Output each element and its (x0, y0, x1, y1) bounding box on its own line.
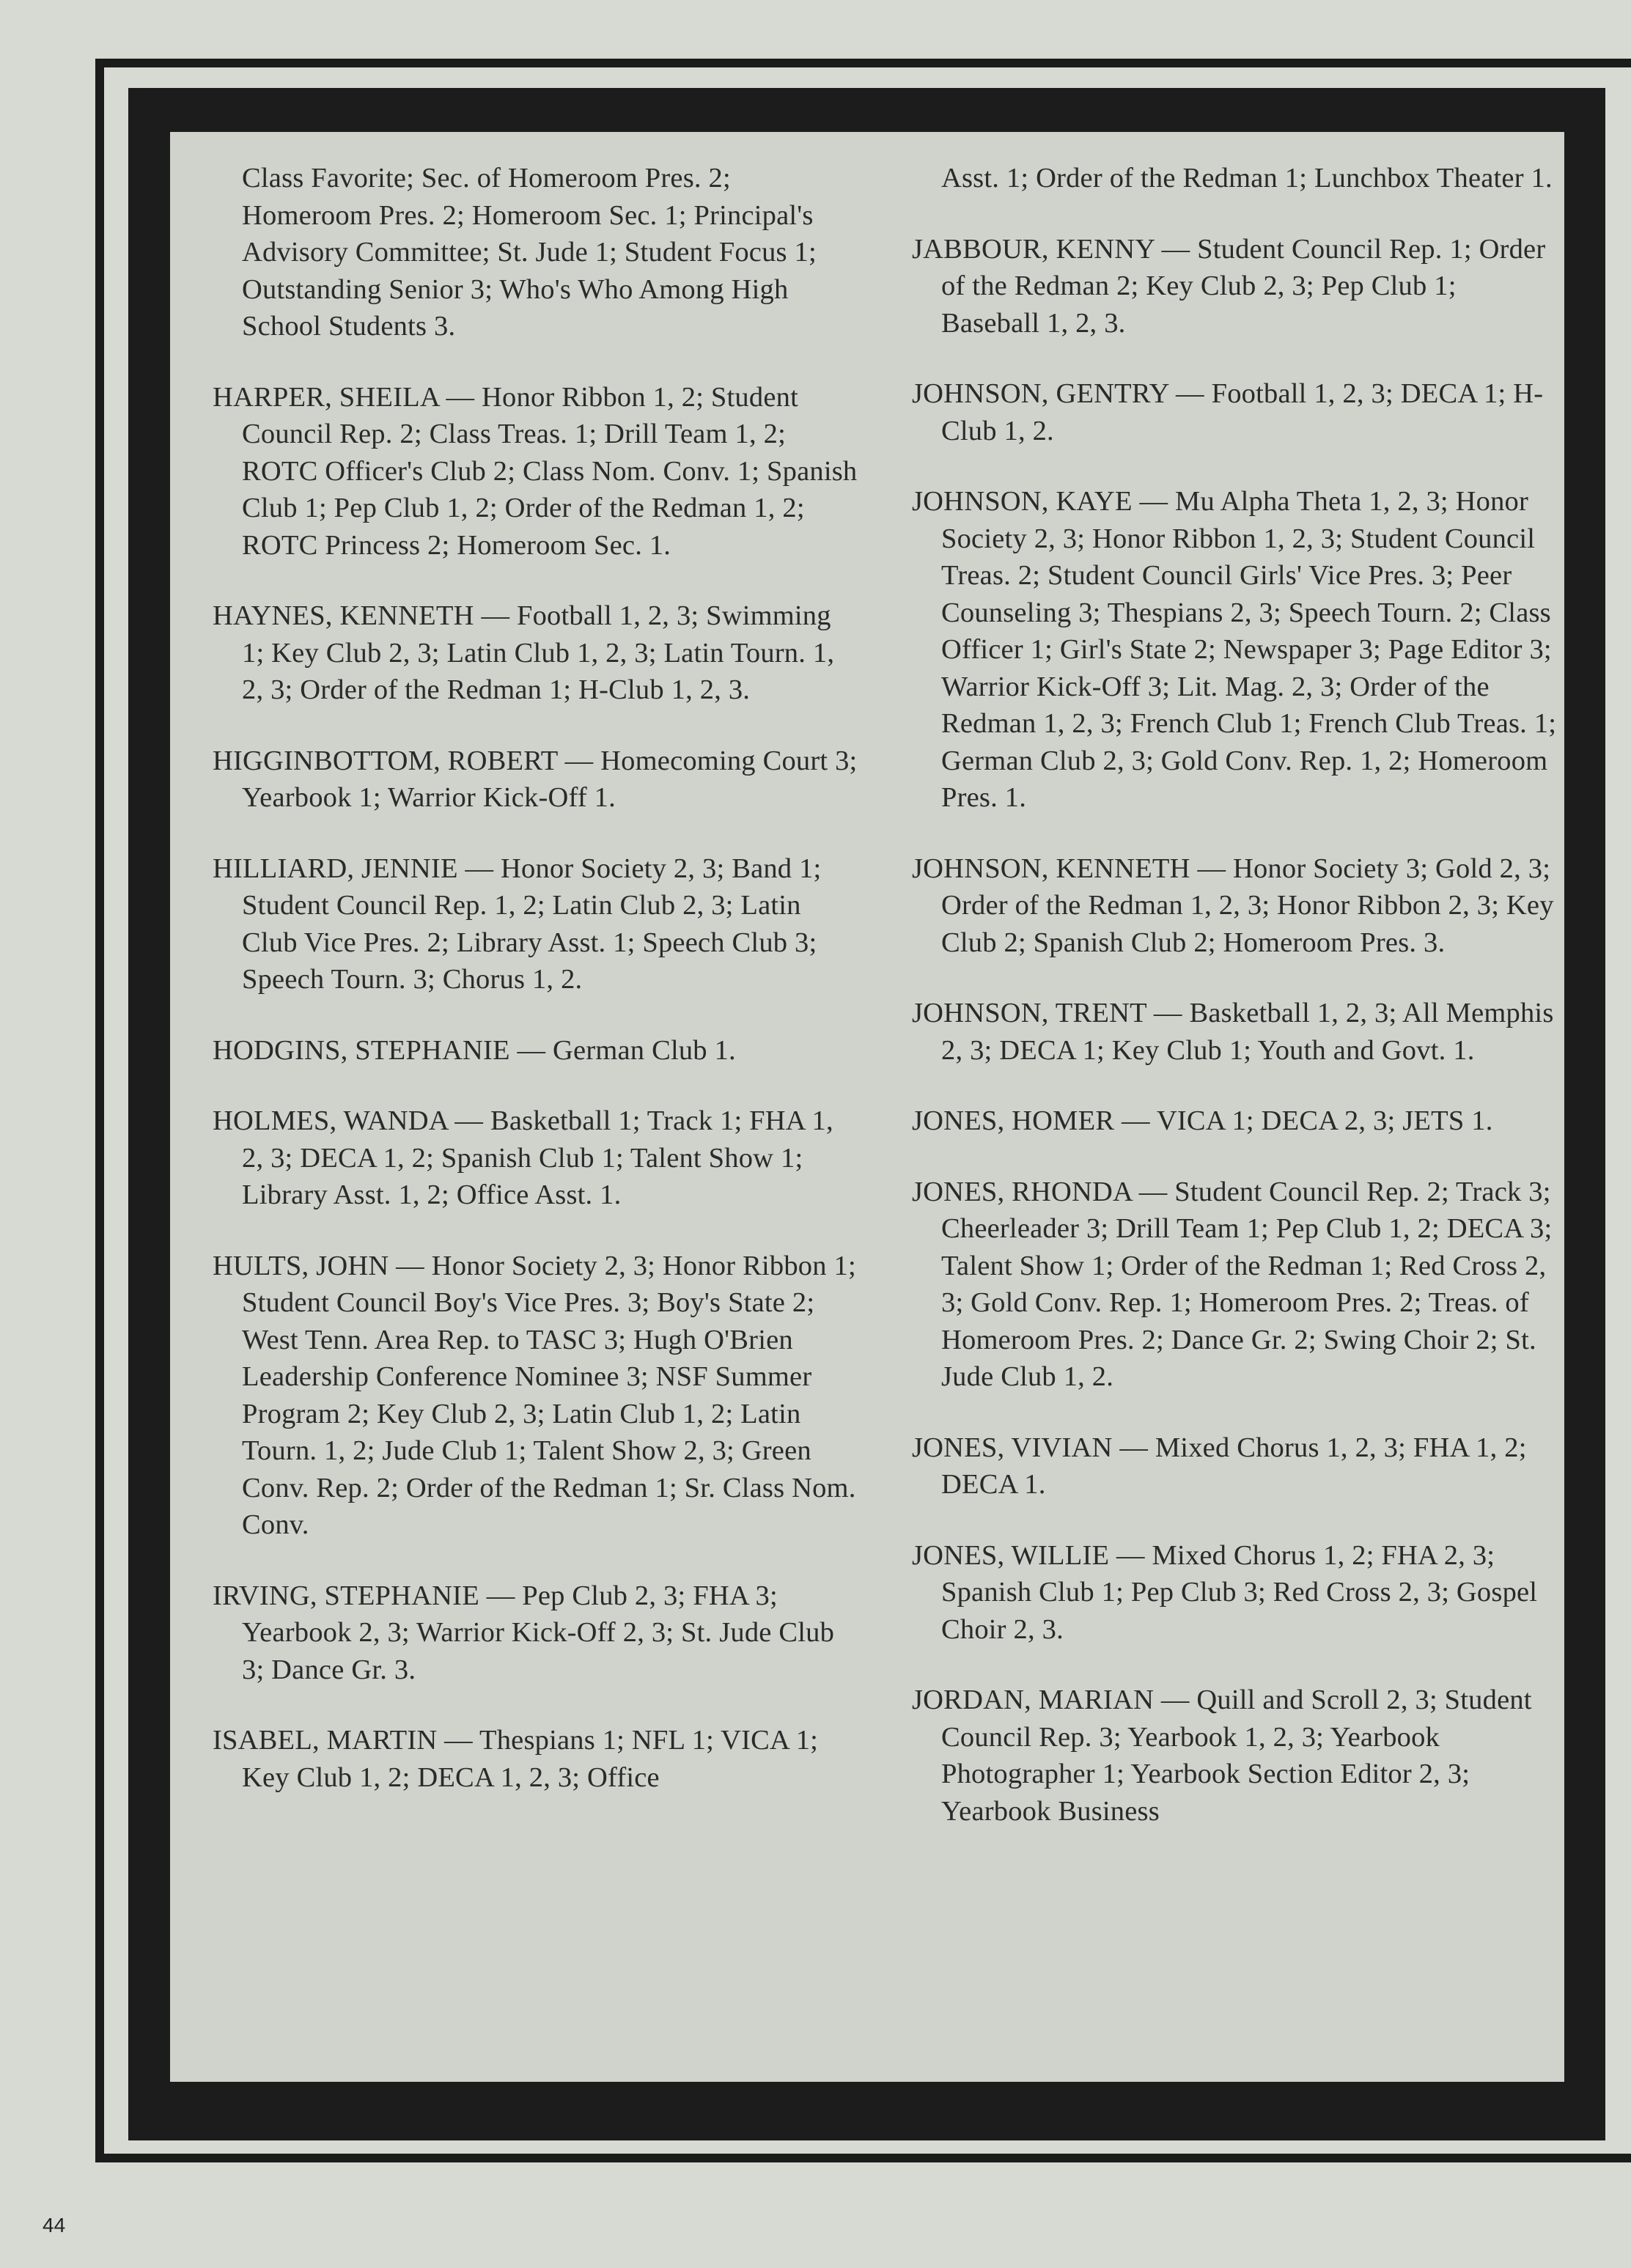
entry-haynes-kenneth: HAYNES, KENNETH — Football 1, 2, 3; Swimming 1; Key Club 2, 3; Latin Club 1, 2, 3; Latin Tourn. 1, 2, 3; Order of the Redman 1; H-Club 1, 2, 3. (213, 600, 835, 705)
entry-johnson-trent: JOHNSON, TRENT — Basketball 1, 2, 3; All Memphis 2, 3; DECA 1; Key Club 1; Youth and Govt. 1. (912, 998, 1554, 1066)
entry-harper-sheila: HARPER, SHEILA — Honor Ribbon 1, 2; Student Council Rep. 2; Class Treas. 1; Drill Team 1, 2; ROTC Officer's Club 2; Class Nom. Conv. 1; Spanish Club 1; Pep Club 1, 2; Order of the Redman 1, 2; ROTC Princess 2; Homeroom Sec. 1. (213, 381, 858, 561)
entry-continued: Asst. 1; Order of the Redman 1; Lunchbox Theater 1. (941, 163, 1553, 194)
entry-jones-vivian: JONES, VIVIAN — Mixed Chorus 1, 2, 3; FHA 1, 2; DECA 1. (912, 1432, 1527, 1500)
entry-jones-homer: JONES, HOMER — VICA 1; DECA 2, 3; JETS 1. (912, 1105, 1493, 1136)
entry-hilliard-jennie: HILLIARD, JENNIE — Honor Society 2, 3; Band 1; Student Council Rep. 1, 2; Latin Club 2, 3; Latin Club Vice Pres. 2; Library Asst. 1; Speech Club 3; Speech Tourn. 3; Chorus 1, 2. (213, 853, 822, 995)
entry-johnson-kenneth: JOHNSON, KENNETH — Honor Society 3; Gold 2, 3; Order of the Redman 1, 2, 3; Honor Ribbon 2, 3; Key Club 2; Spanish Club 2; Homeroom Pres. 3. (912, 853, 1554, 958)
entry-continued: Class Favorite; Sec. of Homeroom Pres. 2; Homeroom Pres. 2; Homeroom Sec. 1; Principal's Advisory Committee; St. Jude 1; Student Focus 1; Outstanding Senior 3; Who's Who Among High School Students 3. (242, 163, 817, 342)
entry-johnson-kaye: JOHNSON, KAYE — Mu Alpha Theta 1, 2, 3; Honor Society 2, 3; Honor Ribbon 1, 2, 3; Student Council Treas. 2; Student Council Girls' Vice Pres. 3; Peer Counseling 3; Thespians 2, 3; Speech Tourn. 2; Class Officer 1; Girl's State 2; Newspaper 3; Page Editor 3; Warrior Kick-Off 3; Lit. Mag. 2, 3; Order of the Redman 1, 2, 3; French Club 1; French Club Treas. 1; German Club 2, 3; Gold Conv. Rep. 1, 2; Homeroom Pres. 1. (912, 486, 1557, 813)
entry-hults-john: HULTS, JOHN — Honor Society 2, 3; Honor Ribbon 1; Student Council Boy's Vice Pres. 3; Boy's State 2; West Tenn. Area Rep. to TASC 3; Hugh O'Brien Leadership Conference Nominee 3; NSF Summer Program 2; Key Club 2, 3; Latin Club 1, 2; Latin Tourn. 1, 2; Jude Club 1; Talent Show 2, 3; Green Conv. Rep. 2; Order of the Redman 1; Sr. Class Nom. Conv. (213, 1250, 856, 1540)
right-column (912, 160, 1557, 1863)
left-column (213, 160, 858, 1830)
entry-holmes-wanda: HOLMES, WANDA — Basketball 1; Track 1; FHA 1, 2, 3; DECA 1, 2; Spanish Club 1; Talent Show 1; Library Asst. 1, 2; Office Asst. 1. (213, 1105, 833, 1210)
entry-johnson-gentry: JOHNSON, GENTRY — Football 1, 2, 3; DECA 1; H-Club 1, 2. (912, 378, 1544, 446)
entry-hodgins-stephanie: HODGINS, STEPHANIE — German Club 1. (213, 1034, 736, 1066)
page-number: 44 (43, 2214, 66, 2236)
entry-jones-rhonda: JONES, RHONDA — Student Council Rep. 2; Track 3; Cheerleader 3; Drill Team 1; Pep Club 1, 2; DECA 3; Talent Show 1; Order of the Redman 1; Red Cross 2, 3; Gold Conv. Rep. 1; Homeroom Pres. 2; Treas. of Homeroom Pres. 2; Dance Gr. 2; Swing Choir 2; St. Jude Club 1, 2. (912, 1176, 1553, 1392)
entry-irving-stephanie: IRVING, STEPHANIE — Pep Club 2, 3; FHA 3; Yearbook 2, 3; Warrior Kick-Off 2, 3; St. Jude Club 3; Dance Gr. 3. (213, 1580, 835, 1685)
senior-activities-panel (170, 132, 1564, 2082)
entry-jones-willie: JONES, WILLIE — Mixed Chorus 1, 2; FHA 2, 3; Spanish Club 1; Pep Club 3; Red Cross 2, 3; Gospel Choir 2, 3. (912, 1539, 1538, 1645)
entry-isabel-martin: ISABEL, MARTIN — Thespians 1; NFL 1; VICA 1; Key Club 1, 2; DECA 1, 2, 3; Office (213, 1725, 819, 1793)
entry-jordan-marian: JORDAN, MARIAN — Quill and Scroll 2, 3; Student Council Rep. 3; Yearbook 1, 2, 3; Yearbook Photographer 1; Yearbook Section Editor 2, 3; Yearbook Business (912, 1685, 1532, 1827)
entry-jabbour-kenny: JABBOUR, KENNY — Student Council Rep. 1; Order of the Redman 2; Key Club 2, 3; Pep Club 1; Baseball 1, 2, 3. (912, 233, 1546, 339)
entry-higginbottom-robert: HIGGINBOTTOM, ROBERT — Homecoming Court 3; Yearbook 1; Warrior Kick-Off 1. (213, 745, 858, 813)
